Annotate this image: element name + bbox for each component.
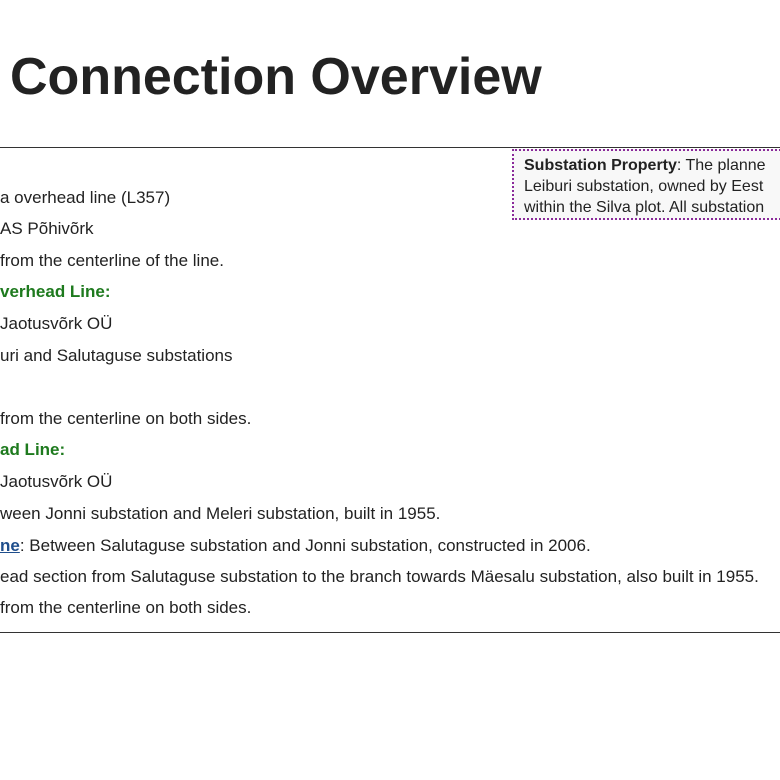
segment-link[interactable]: ne bbox=[0, 536, 20, 555]
segment-text-2 bbox=[0, 536, 591, 556]
callout-line-3: within the Silva plot. All substation bbox=[524, 199, 765, 216]
segment-text-2-rest: : Between Salutaguse substation and Jonni substation, constructed in 2006. bbox=[19, 536, 591, 555]
protection-zone-text-1: from the centerline of the line. bbox=[0, 251, 224, 270]
substation-property-callout bbox=[512, 149, 780, 220]
owner-text-2: Jaotusvõrk OÜ bbox=[0, 314, 113, 333]
segment-text-1: ween Jonni substation and Meleri substation, built in 1955. bbox=[0, 504, 441, 523]
section-heading-line: ad Line: bbox=[0, 440, 66, 459]
callout-line-1 bbox=[524, 155, 780, 176]
section-heading-overhead-line: verhead Line: bbox=[0, 282, 111, 301]
callout-line-2: Leiburi substation, owned by Eest bbox=[524, 178, 764, 195]
protection-zone-text-3: from the centerline on both sides. bbox=[0, 598, 252, 617]
owner-text-3: Jaotusvõrk OÜ bbox=[0, 472, 113, 491]
protection-zone-text-2: from the centerline on both sides. bbox=[0, 409, 252, 428]
segment-text-3: ead section from Salutaguse substation to the branch towards Mäesalu substation, also built in 1955. bbox=[0, 567, 759, 586]
callout-text-1: : The planne bbox=[676, 157, 766, 174]
route-text-1: uri and Salutaguse substations bbox=[0, 346, 233, 365]
top-divider bbox=[0, 147, 780, 148]
callout-title: Substation Property bbox=[524, 157, 677, 174]
overhead-line-id-text: a overhead line (L357) bbox=[0, 188, 171, 207]
bottom-divider bbox=[0, 632, 780, 633]
page-title: Connection Overview bbox=[10, 48, 542, 106]
owner-text-1: AS Põhivõrk bbox=[0, 219, 94, 238]
